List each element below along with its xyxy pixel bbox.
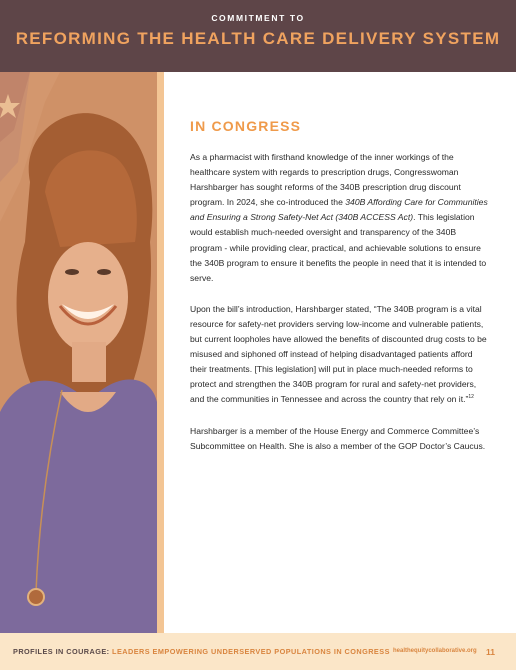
footnote-ref: 12 — [468, 394, 474, 401]
bill-name: 340B Affording Care for Communities and Ensuring a Strong Safety-Net Act (340B ACCESS Act) — [190, 197, 488, 223]
footer-series-rest: LEADERS EMPOWERING UNDERSERVED POPULATIONS IN CONGRESS — [109, 647, 390, 656]
page-header — [0, 0, 516, 72]
quote-text: Upon the bill’s introduction, Harshbarger stated, “The 340B program is a vital resource for safety-net providers serving low-income and vulnerable patients, but current loopholes have allowed the benefits of discounted drug costs to be misused and siphoned off instead of helping disadvantaged patients afford their treatments. [This legislation] will put in place much-needed reforms to protect and strengthen the 340B program for rural and safety-net providers, and the communities in Tennessee and across the country that rely on it.” — [190, 303, 487, 405]
portrait-photo — [0, 72, 157, 633]
footer-series-title — [13, 647, 390, 656]
header-title: REFORMING THE HEALTH CARE DELIVERY SYSTEM — [15, 29, 501, 48]
footer-website: healthequitycollaborative.org — [393, 648, 477, 654]
paragraph-1-text-b: . This legislation would establish much-needed oversight and transparency of the 340B program - while providing clear, practical, and achievable solutions to ensure the 340B program to ensure it benefits the people in need that it is intended to serve. — [190, 212, 487, 283]
footer-series-lead: PROFILES IN COURAGE: — [13, 647, 110, 656]
article-body — [190, 118, 490, 470]
page-footer — [0, 633, 516, 670]
paragraph-3: Harshbarger is a member of the House Energy and Commerce Committee’s Subcommittee on Health. She is also a member of the GOP Doctor’s Caucus. — [190, 425, 486, 451]
paragraph-2 — [190, 302, 490, 408]
photo-divider-stripe — [157, 72, 164, 633]
section-heading: IN CONGRESS — [190, 118, 302, 134]
paragraph-1-text-a: As a pharmacist with firsthand knowledge of the inner workings of the healthcare system with regards to prescription drugs, Congresswoman Harshbarger has sought reforms of the 340B prescription drug discount program. In 2024, she co-introduced the — [190, 152, 461, 208]
paragraph-1 — [190, 150, 490, 286]
page-number: 11 — [486, 646, 495, 657]
header-kicker: COMMITMENT TO — [211, 13, 305, 23]
